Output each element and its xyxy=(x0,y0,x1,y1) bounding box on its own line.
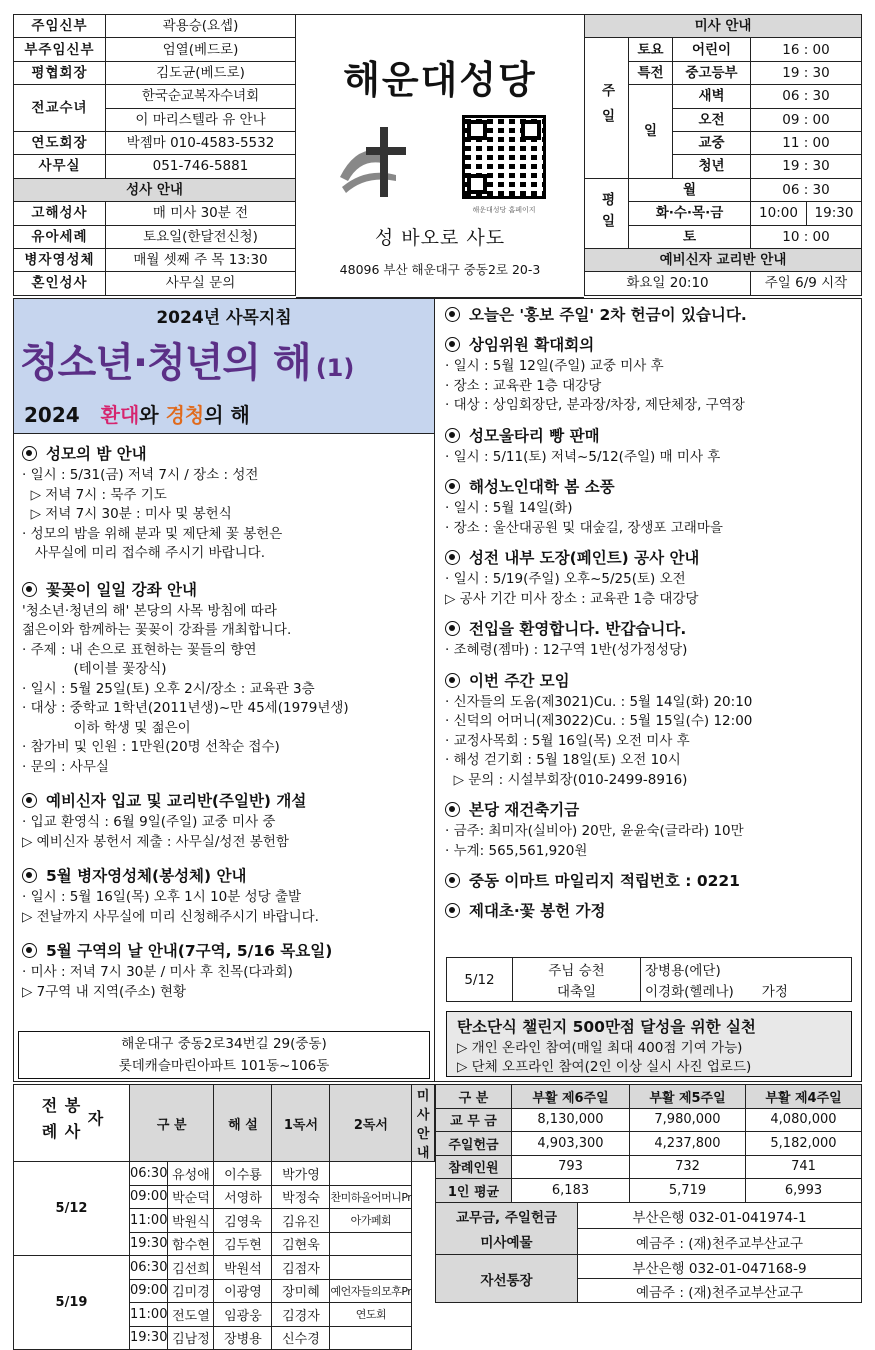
banner-number: (1) xyxy=(315,354,355,382)
sacraments-title: 성사 안내 xyxy=(14,178,296,201)
notice-line: · 성모의 밤을 위해 분과 및 제단체 꽃 봉헌은 xyxy=(22,525,283,542)
weekday-time: 10 : 00 xyxy=(751,225,862,248)
servers-time: 11:00 xyxy=(130,1303,168,1327)
bank1-label: 교무금, 주일헌금 xyxy=(436,1203,578,1229)
servers-time: 19:30 xyxy=(130,1326,168,1350)
offering-date: 5/12 xyxy=(447,958,513,1002)
notice-line: · 일시 : 5/19(주일) 오후~5/25(토) 오전 xyxy=(445,571,686,587)
servers-name: 김점자 xyxy=(272,1256,330,1280)
servers-name: 박정숙 xyxy=(272,1185,330,1209)
notice-line: · 일시 : 5/11(토) 저녁~5/12(주일) 매 미사 후 xyxy=(445,448,721,465)
qr-code xyxy=(462,115,546,199)
carbon-title: 탄소단식 챌린지 500만점 달성을 위한 실천 xyxy=(457,1018,756,1036)
finance-table xyxy=(435,1084,862,1203)
notice-section xyxy=(22,442,434,564)
sacrament-label: 고해성사 xyxy=(14,202,106,225)
finance-row-label: 주일헌금 xyxy=(436,1132,512,1156)
bullet-icon xyxy=(445,428,460,443)
notice-line: ▷ 공사 기간 미사 장소 : 교육관 1층 대강당 xyxy=(445,590,699,607)
staff-value: 박젬마 010-4583-5532 xyxy=(106,131,296,154)
servers-name: 장병용 xyxy=(214,1326,272,1350)
pastoral-banner xyxy=(13,298,435,434)
finance-value: 732 xyxy=(630,1155,746,1179)
staff-value: 엄열(베드로) xyxy=(106,38,296,61)
notice-title xyxy=(22,578,434,600)
notice-section xyxy=(22,578,434,778)
servers-header: 1독서 xyxy=(272,1085,330,1162)
notice-section xyxy=(445,424,861,468)
notice-line: · 일시 : 5월 12일(주일) 교중 미사 후 xyxy=(445,358,664,374)
notice-title xyxy=(445,869,861,891)
servers-name: 전도열 xyxy=(168,1303,214,1327)
servers-name: 김영욱 xyxy=(214,1209,272,1233)
notice-title-text: 5월 병자영성체(봉성체) 안내 xyxy=(46,867,247,885)
notice-section xyxy=(445,899,861,921)
notice-line: · 주제 : 내 손으로 표현하는 꽃들의 향연 xyxy=(22,641,257,658)
notice-title-text: 본당 재건축기금 xyxy=(469,801,580,819)
finance-row-label: 1인 평균 xyxy=(436,1179,512,1203)
servers-name: 이수룡 xyxy=(214,1162,272,1186)
servers-mass-guide xyxy=(330,1232,412,1256)
offering-name-row xyxy=(641,980,852,1002)
servers-name: 김현욱 xyxy=(272,1232,330,1256)
sat-label: 토요 xyxy=(629,38,673,61)
notice-title-text: 예비신자 입교 및 교리반(주일반) 개설 xyxy=(46,792,307,810)
banner-word-welcome: 환대 xyxy=(100,403,140,427)
notice-line: · 일시 : 5월 14일(화) xyxy=(445,500,573,516)
bank2-label: 자선통장 xyxy=(436,1255,578,1303)
bullet-icon xyxy=(445,479,460,494)
notice-line: · 일시 : 5/31(금) 저녁 7시 / 장소 : 성전 xyxy=(22,467,259,483)
mass-name: 중고등부 xyxy=(673,61,751,84)
weekday-label: 평일 xyxy=(585,178,629,248)
district-line: 해운대구 중동2로34번길 29(중동) xyxy=(121,1036,327,1052)
staff-value: 곽용승(요셉) xyxy=(106,15,296,38)
notice-line: · 문의 : 사무실 xyxy=(22,758,109,775)
mass-name: 교중 xyxy=(673,131,751,154)
notice-section xyxy=(445,617,861,661)
weekday-name: 월 xyxy=(629,178,751,201)
notice-title-text: 꽃꽂이 일일 강좌 안내 xyxy=(46,580,197,599)
staff-label: 사무실 xyxy=(14,155,106,178)
servers-name: 박순덕 xyxy=(168,1185,214,1209)
staff-value: 김도균(베드로) xyxy=(106,61,296,84)
finance-row-label: 참례인원 xyxy=(436,1155,512,1179)
staff-label: 전교수녀 xyxy=(14,85,106,132)
servers-mass-guide: 연도회 xyxy=(330,1303,412,1327)
banner-main: 청소년·청년의 해 xyxy=(20,340,311,386)
notice-title-text: 오늘은 '홍보 주일' 2차 헌금이 있습니다. xyxy=(469,306,747,324)
banner-top: 2024년 사목지침 xyxy=(156,308,292,328)
notice-section xyxy=(445,333,861,416)
notice-title xyxy=(22,442,434,464)
sacrament-label: 유아세례 xyxy=(14,225,106,248)
finance-value: 793 xyxy=(512,1155,630,1179)
day-label: 일 xyxy=(629,85,673,179)
sunday-label: 주일 xyxy=(585,38,629,178)
notice-title-text: 이번 주간 모임 xyxy=(469,671,570,690)
weekday-name: 화·수·목·금 xyxy=(629,202,751,225)
servers-table xyxy=(13,1084,435,1350)
notice-line: · 교정사목회 : 5월 16일(목) 오전 미사 후 xyxy=(445,732,690,749)
mass-time: 19 : 30 xyxy=(751,61,862,84)
servers-name: 장미혜 xyxy=(272,1279,330,1303)
bullet-icon xyxy=(22,446,37,461)
finance-value: 8,130,000 xyxy=(512,1108,630,1132)
sacrament-value: 사무실 문의 xyxy=(106,272,296,295)
notice-section xyxy=(445,475,861,538)
notice-section xyxy=(445,546,861,609)
mass-name: 새벽 xyxy=(673,85,751,108)
staff-label: 부주임신부 xyxy=(14,38,106,61)
staff-label: 평협회장 xyxy=(14,61,106,84)
notice-section xyxy=(445,303,861,325)
offering-name: 장병용(에단) xyxy=(641,958,852,980)
notice-line: · 미사 : 저녁 7시 30분 / 미사 후 친목(다과회) xyxy=(22,964,293,980)
mass-time: 11 : 00 xyxy=(751,131,862,154)
notice-title-text: 제대초·꽃 봉헌 가정 xyxy=(469,902,606,920)
banner-year: 2024 xyxy=(24,403,80,427)
catechumen-start: 주일 6/9 시작 xyxy=(751,272,862,295)
mass-name: 오전 xyxy=(673,108,751,131)
servers-time: 11:00 xyxy=(130,1209,168,1233)
servers-mass-guide xyxy=(330,1162,412,1186)
church-name: 해운대성당 xyxy=(343,58,537,102)
staff-table xyxy=(13,14,296,296)
servers-name: 김미경 xyxy=(168,1279,214,1303)
notice-line: · 대상 : 상임회장단, 분과장/차장, 제단체장, 구역장 xyxy=(445,397,745,413)
servers-mass-guide: 아가페회 xyxy=(330,1209,412,1233)
staff-label: 연도회장 xyxy=(14,131,106,154)
servers-time: 06:30 xyxy=(130,1162,168,1186)
mass-time: 06 : 30 xyxy=(751,85,862,108)
staff-value: 한국순교복자수녀회 xyxy=(106,85,296,108)
notice-title xyxy=(445,475,861,497)
notice-line: · 대상 : 중학교 1학년(2011년생)~만 45세(1979년생) xyxy=(22,700,349,716)
finance-row-label: 교 무 금 xyxy=(436,1108,512,1132)
sacrament-label: 병자영성체 xyxy=(14,248,106,271)
bullet-icon xyxy=(445,550,460,565)
finance-value: 741 xyxy=(746,1155,862,1179)
notice-title xyxy=(445,303,861,325)
notice-title xyxy=(445,899,861,921)
servers-date: 5/19 xyxy=(14,1256,130,1350)
finance-value: 7,980,000 xyxy=(630,1108,746,1132)
notice-title xyxy=(445,546,861,568)
servers-name: 이광영 xyxy=(214,1279,272,1303)
notice-title xyxy=(445,798,861,820)
notice-title-text: 성모의 밤 안내 xyxy=(46,445,147,463)
notice-line: · 참가비 및 인원 : 1만원(20명 선착순 접수) xyxy=(22,739,280,755)
church-address: 48096 부산 해운대구 중동2로 20-3 xyxy=(339,262,541,277)
finance-value: 6,183 xyxy=(512,1179,630,1203)
servers-header: 미사 안내 xyxy=(412,1085,435,1162)
finance-value: 4,237,800 xyxy=(630,1132,746,1156)
bullet-icon xyxy=(445,802,460,817)
mass-table xyxy=(584,14,862,296)
carbon-box xyxy=(446,1011,852,1077)
bullet-icon xyxy=(445,307,460,322)
sacrament-value: 매 미사 30분 전 xyxy=(106,202,296,225)
servers-time: 19:30 xyxy=(130,1232,168,1256)
servers-name: 서영하 xyxy=(214,1185,272,1209)
offering-occasion: 주님 승천 xyxy=(513,958,641,980)
notice-title xyxy=(22,789,434,811)
bullet-icon xyxy=(445,903,460,918)
banner-word-and: 와 xyxy=(139,403,166,427)
bullet-icon xyxy=(22,868,37,883)
servers-label: 전례봉사자 xyxy=(14,1085,130,1162)
mass-name: 청년 xyxy=(673,155,751,178)
notice-title xyxy=(445,669,861,691)
finance-header: 부활 제6주일 xyxy=(512,1085,630,1109)
bank1-label: 미사예물 xyxy=(436,1229,578,1255)
banner-word-year: 의 해 xyxy=(204,403,250,427)
finance-value: 5,182,000 xyxy=(746,1132,862,1156)
mass-name: 어린이 xyxy=(673,38,751,61)
servers-name: 함수현 xyxy=(168,1232,214,1256)
notice-section xyxy=(445,669,861,791)
notice-line: '청소년·청년의 해' 본당의 사목 방침에 따라 xyxy=(22,602,277,619)
sacrament-value: 토요일(한달전신청) xyxy=(106,225,296,248)
sacrament-label: 혼인성사 xyxy=(14,272,106,295)
servers-mass-guide: 찬미하올어머니Pr xyxy=(330,1185,412,1209)
bullet-icon xyxy=(445,621,460,636)
notice-line: ▷ 문의 : 시설부회장(010-2499-8916) xyxy=(445,771,688,788)
catechumen-time: 화요일 20:10 xyxy=(585,272,751,295)
patron-saint: 성 바오로 사도 xyxy=(374,227,506,249)
bullet-icon xyxy=(22,943,37,958)
servers-name: 박원석 xyxy=(214,1256,272,1280)
notice-line: ▷ 저녁 7시 : 묵주 기도 xyxy=(22,486,167,503)
staff-value: 051-746-5881 xyxy=(106,155,296,178)
bank2-account: 부산은행 032-01-047168-9 xyxy=(578,1255,862,1279)
servers-mass-guide xyxy=(330,1326,412,1350)
special-label: 특전 xyxy=(629,61,673,84)
notice-section xyxy=(445,798,861,861)
church-logo xyxy=(336,115,426,205)
bank1-holder: 예금주 : (재)천주교부산교구 xyxy=(578,1229,862,1255)
carbon-line: ▷ 단체 오프라인 참여(2인 이상 실시 사진 업로드) xyxy=(457,1059,752,1075)
notice-line: · 일시 : 5월 16일(목) 오후 1시 10분 성당 출발 xyxy=(22,889,302,905)
notice-title-text: 성전 내부 도장(페인트) 공사 안내 xyxy=(469,549,700,567)
servers-name: 유성애 xyxy=(168,1162,214,1186)
servers-name: 김남정 xyxy=(168,1326,214,1350)
offering-occasion: 대축일 xyxy=(513,980,641,1002)
notice-title-text: 중동 이마트 마일리지 적립번호 : 0221 xyxy=(469,872,740,890)
mass-time: 09 : 00 xyxy=(751,108,862,131)
notice-line: 젊은이와 함께하는 꽃꽂이 강좌를 개최합니다. xyxy=(22,622,292,638)
notice-title xyxy=(22,864,434,886)
notice-line: ▷ 7구역 내 지역(주소) 현황 xyxy=(22,983,187,1000)
servers-time: 09:00 xyxy=(130,1279,168,1303)
servers-name: 김유진 xyxy=(272,1209,330,1233)
finance-header: 부활 제5주일 xyxy=(630,1085,746,1109)
finance-value: 4,903,300 xyxy=(512,1132,630,1156)
notice-line: · 금주: 최미자(실비아) 20만, 윤윤숙(글라라) 10만 xyxy=(445,823,744,839)
notice-title-text: 해성노인대학 봄 소풍 xyxy=(469,478,615,496)
staff-label: 주임신부 xyxy=(14,15,106,38)
servers-date: 5/12 xyxy=(14,1162,130,1256)
servers-mass-guide: 예언자들의모후Pr xyxy=(330,1279,412,1303)
finance-header: 구 분 xyxy=(436,1085,512,1109)
notice-title-text: 상임위원 확대회의 xyxy=(469,336,595,354)
notice-section xyxy=(445,869,861,891)
bank2-holder: 예금주 : (재)천주교부산교구 xyxy=(578,1279,862,1303)
mass-time: 19 : 30 xyxy=(751,155,862,178)
notice-line: · 입교 환영식 : 6월 9일(주일) 교중 미사 중 xyxy=(22,814,276,830)
notice-line: ▷ 예비신자 봉헌서 제출 : 사무실/성전 봉헌함 xyxy=(22,833,289,850)
servers-header: 2독서 xyxy=(330,1085,412,1162)
notice-title xyxy=(445,333,861,355)
district-box xyxy=(18,1031,430,1079)
weekday-time: 10:00 xyxy=(751,202,807,225)
servers-name: 김선희 xyxy=(168,1256,214,1280)
servers-name: 김경자 xyxy=(272,1303,330,1327)
servers-name: 임광웅 xyxy=(214,1303,272,1327)
banner-word-listening: 경청 xyxy=(165,403,205,427)
notice-line: · 신자들의 도움(제3021)Cu. : 5월 14일(화) 20:10 xyxy=(445,693,753,710)
catechumen-title: 예비신자 교리반 안내 xyxy=(585,248,862,271)
finance-value: 5,719 xyxy=(630,1179,746,1203)
district-line: 롯데캐슬마린아파트 101동~106동 xyxy=(118,1058,330,1074)
bullet-icon xyxy=(22,793,37,808)
offering-suffix: 가정 xyxy=(761,984,788,1001)
notice-title-text: 성모울타리 빵 판매 xyxy=(469,426,600,445)
notice-section xyxy=(22,789,434,852)
notice-line: · 누계: 565,561,920원 xyxy=(445,842,588,859)
bullet-icon xyxy=(445,673,460,688)
sacrament-value: 매월 셋째 주 목 13:30 xyxy=(106,248,296,271)
servers-mass-guide xyxy=(330,1256,412,1280)
weekday-time: 06 : 30 xyxy=(751,178,862,201)
bank1-account: 부산은행 032-01-041974-1 xyxy=(578,1203,862,1229)
servers-name: 박가영 xyxy=(272,1162,330,1186)
left-column xyxy=(13,434,435,1082)
notice-line: · 신덕의 어머니(제3022)Cu. : 5월 15일(수) 12:00 xyxy=(445,713,753,729)
mass-time: 16 : 00 xyxy=(751,38,862,61)
notice-title xyxy=(445,617,861,639)
notice-line: ▷ 전날까지 사무실에 미리 신청해주시기 바랍니다. xyxy=(22,908,319,925)
notice-title xyxy=(22,939,434,961)
bullet-icon xyxy=(445,337,460,352)
weekday-time: 19:30 xyxy=(807,202,862,225)
notice-line: ▷ 저녁 7시 30분 : 미사 및 봉헌식 xyxy=(22,506,232,522)
notice-line: 사무실에 미리 접수해 주시기 바랍니다. xyxy=(22,545,265,561)
church-header xyxy=(296,14,584,298)
servers-name: 김두현 xyxy=(214,1232,272,1256)
servers-name: 신수경 xyxy=(272,1326,330,1350)
bullet-icon xyxy=(445,873,460,888)
notice-line: (테이블 꽃장식) xyxy=(22,661,167,677)
notice-section xyxy=(22,864,434,927)
staff-value: 이 마리스텔라 유 안나 xyxy=(106,108,296,131)
notice-line: · 해성 걷기회 : 5월 18일(토) 오전 10시 xyxy=(445,752,681,768)
finance-header: 부활 제4주일 xyxy=(746,1085,862,1109)
notice-line: · 일시 : 5월 25일(토) 오후 2시/장소 : 교육관 3층 xyxy=(22,680,315,697)
offering-name: 이경화(헬레나) xyxy=(645,984,734,1001)
bullet-icon xyxy=(22,582,37,597)
weekday-name: 토 xyxy=(629,225,751,248)
notice-line: · 조혜령(젬마) : 12구역 1반(성가정성당) xyxy=(445,642,688,658)
finance-value: 4,080,000 xyxy=(746,1108,862,1132)
finance-value: 6,993 xyxy=(746,1179,862,1203)
qr-caption: 해운대성당 홈페이지 xyxy=(472,206,536,214)
servers-header: 해 설 xyxy=(214,1085,272,1162)
notice-section xyxy=(22,939,434,1002)
offering-table xyxy=(446,957,852,1002)
servers-time: 09:00 xyxy=(130,1185,168,1209)
notice-title-text: 5월 구역의 날 안내(7구역, 5/16 목요일) xyxy=(46,942,333,960)
servers-header: 구 분 xyxy=(130,1085,214,1162)
notice-line: · 장소 : 교육관 1층 대강당 xyxy=(445,377,602,394)
notice-line: · 장소 : 울산대공원 및 대숲길, 장생포 고래마을 xyxy=(445,519,723,536)
mass-title: 미사 안내 xyxy=(585,15,862,38)
notice-line: 이하 학생 및 젊은이 xyxy=(22,719,191,736)
servers-time: 06:30 xyxy=(130,1256,168,1280)
servers-name: 박원식 xyxy=(168,1209,214,1233)
carbon-line: ▷ 개인 온라인 참여(매일 최대 400점 기여 가능) xyxy=(457,1040,743,1056)
notice-title xyxy=(445,424,861,446)
notice-title-text: 전입을 환영합니다. 반갑습니다. xyxy=(469,620,687,638)
bank-table xyxy=(435,1202,862,1303)
